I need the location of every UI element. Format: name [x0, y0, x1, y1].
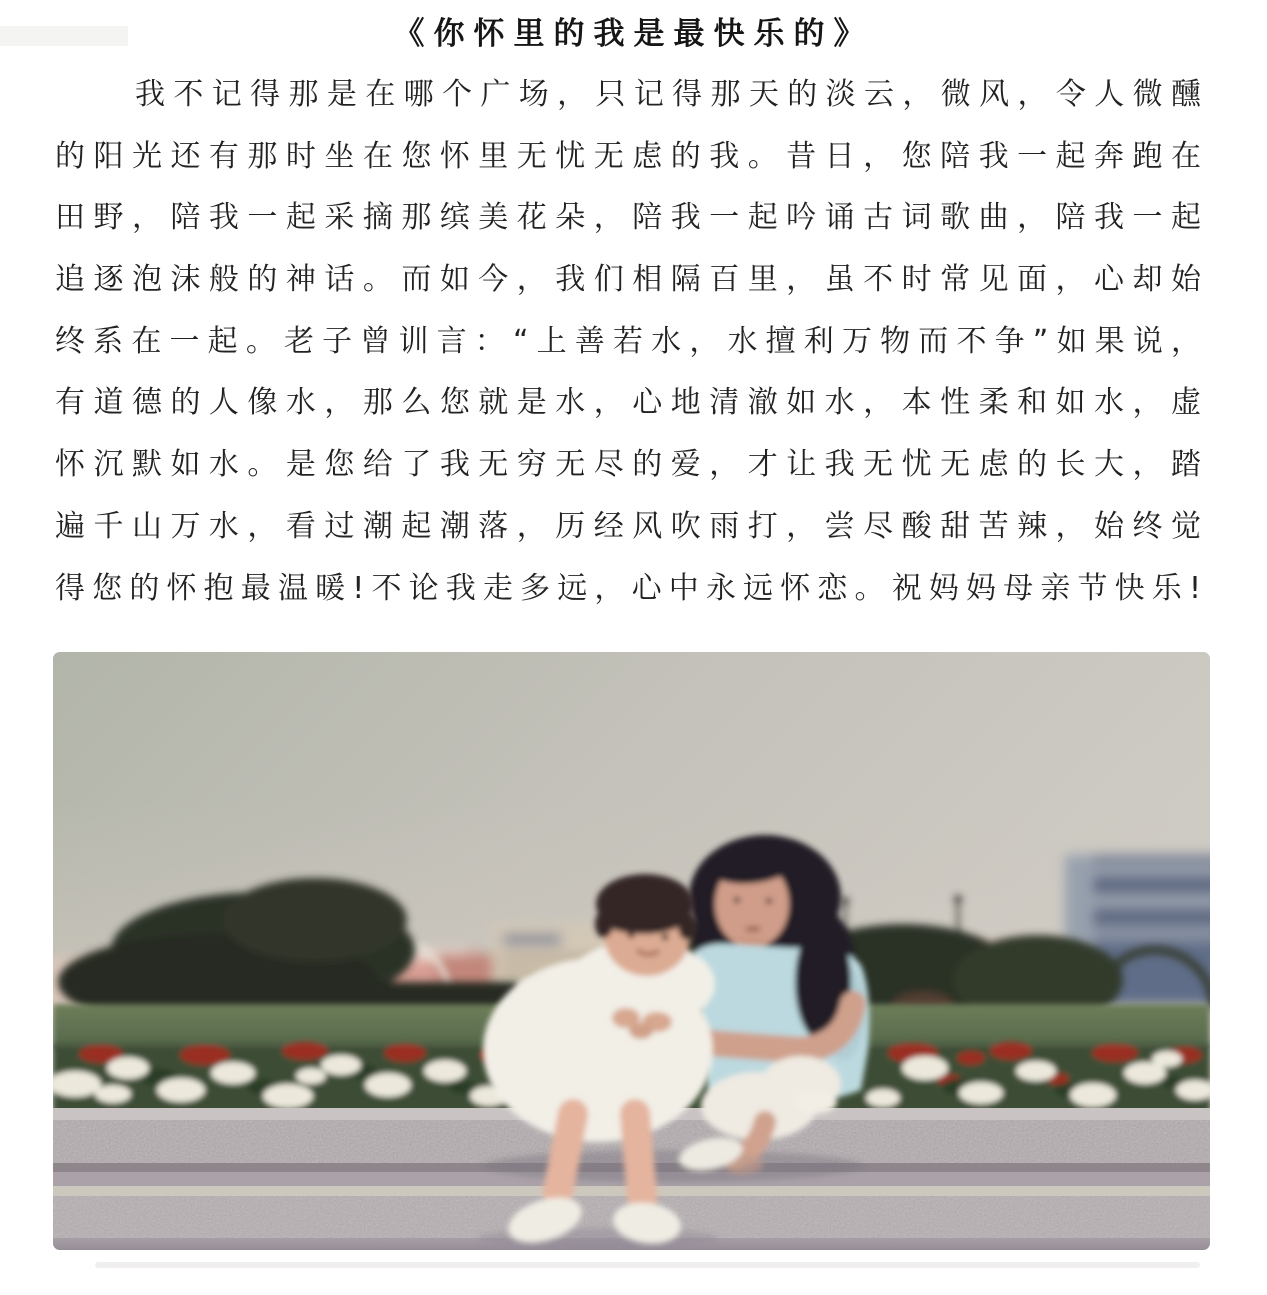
photo: [53, 652, 1210, 1250]
essay-line-8: 遍千山万水，看过潮起潮落，历经风吹雨打，尝尽酸甜苦辣，始终觉: [55, 508, 1207, 544]
photo-shadow: [95, 1262, 1200, 1268]
essay-line-3: 田野，陪我一起采摘那缤美花朵，陪我一起吟诵古词歌曲，陪我一起: [55, 200, 1207, 236]
essay-line-2: 的阳光还有那时坐在您怀里无忧无虑的我。昔日，您陪我一起奔跑在: [55, 138, 1207, 174]
essay-line-4: 追逐泡沫般的神话。而如今，我们相隔百里，虽不时常见面，心却始: [55, 262, 1207, 298]
essay-line-7: 怀沉默如水。是您给了我无穷无尽的爱，才让我无忧无虑的长大，踏: [55, 447, 1207, 483]
essay-line-9: 得您的怀抱最温暖!不论我走多远，心中永远怀恋。祝妈妈母亲节快乐!: [55, 570, 1207, 606]
essay-title: 《你怀里的我是最快乐的》: [393, 16, 874, 52]
essay-line-6: 有道德的人像水，那么您就是水，心地清澈如水，本性柔和如水，虚: [55, 385, 1207, 421]
essay-line-1: 我不记得那是在哪个广场，只记得那天的淡云，微风，令人微醺: [135, 77, 1207, 112]
essay-line-5: 终系在一起。老子曾训言：“上善若水，水擅利万物而不争”如果说，: [55, 323, 1207, 359]
essay-body: [55, 64, 1207, 619]
